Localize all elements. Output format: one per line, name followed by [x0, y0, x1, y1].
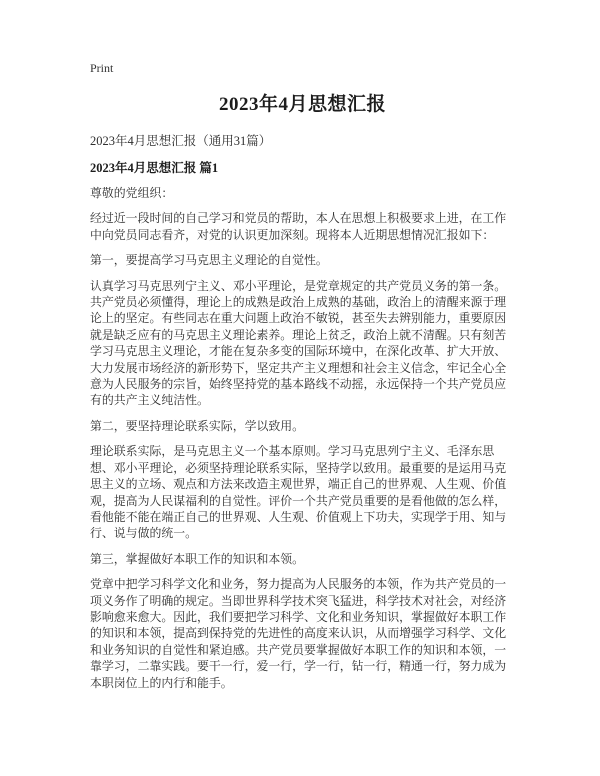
point-2-paragraph: 理论联系实际，是马克思主义一个基本原则。学习马克思列宁主义、毛泽东思想、邓小平理论，必须坚持理论联系实际，坚持学以致用。最重要的是运用马克思主义的立场、观点和方法来改造主观世界，端正自己的世界观、人生观、价值观，提高为人民谋福利的自觉性。评价一个共产党员重要的是看他做的怎么样，看他能不能在端正自己的世界观、人生观、价值观上下功夫，实现学于用、知与行、说与做的统一。	[90, 444, 507, 541]
print-link[interactable]: Print	[90, 61, 114, 75]
section-title: 2023年4月思想汇报 篇1	[90, 161, 219, 175]
intro-paragraph: 经过近一段时间的自己学习和党员的帮助，本人在思想上积极要求上进，在工作中向党员同志看齐，对党的认识更加深刻。现将本人近期思想情况汇报如下：	[90, 211, 507, 242]
point-2-heading: 第二，要坚持理论联系实际，学以致用。	[90, 418, 305, 433]
point-3-paragraph: 党章中把学习科学文化和业务，努力提高为人民服务的本领，作为共产党员的一项义务作了明确的规定。当即世界科学技术突飞猛进，科学技术对社会，对经济影响愈来愈大。因此，我们要把学习科学、文化和业务知识，掌握做好本职工作的知识和本领，提高到保持党的先进性的高度来认识，从而增强学习科学、文化和业务知识的自觉性和紧迫感。共产党员要掌握做好本职工作的知识和本领，一靠学习，二靠实践。要干一行，爱一行，学一行，钻一行，精通一行，努力成为本职岗位上的内行和能手。	[90, 577, 507, 690]
document-subtitle: 2023年4月思想汇报（通用31篇）	[90, 134, 272, 148]
document-content	[90, 0, 515, 700]
salutation: 尊敬的党组织：	[90, 186, 174, 200]
document-title: 2023年4月思想汇报	[218, 94, 386, 115]
point-3-heading: 第三，掌握做好本职工作的知识和本领。	[90, 551, 305, 566]
point-1-heading: 第一，要提高学习马克思主义理论的自觉性。	[90, 253, 328, 268]
point-1-paragraph: 认真学习马克思列宁主义、邓小平理论，是党章规定的共产党员义务的第一条。共产党员必须懂得，理论上的成熟是政治上成熟的基础，政治上的清醒来源于理论上的坚定。有些同志在重大问题上政治不敏锐，甚至失去辨别能力，重要原因就是缺乏应有的马克思主义理论素养。理论上贫乏，政治上就不清醒。只有刻苦学习马克思主义理论，才能在复杂多变的国际环境中，在深化改革、扩大开放、大力发展市场经济的新形势下，坚定共产主义理想和社会主义信念，牢记全心全意为人民服务的宗旨，始终坚持党的基本路线不动摇，永远保持一个共产党员应有的共产主义纯洁性。	[90, 278, 507, 408]
